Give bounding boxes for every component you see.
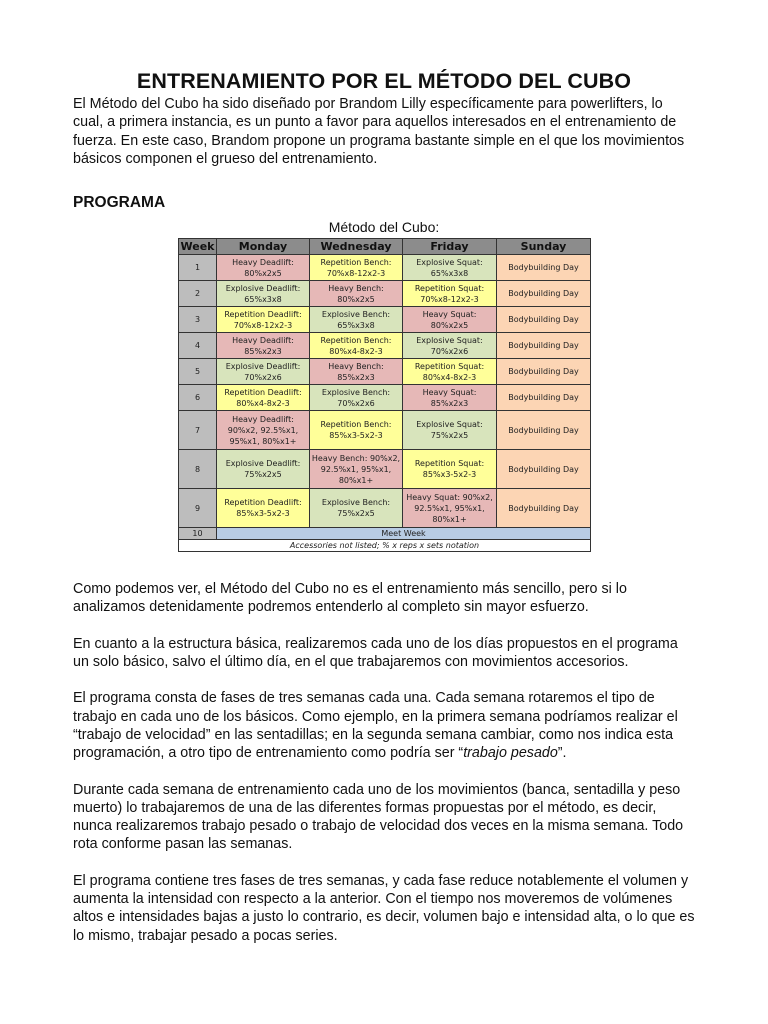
week-cell: 5 (179, 359, 217, 385)
emphasis-text: trabajo pesado (463, 745, 558, 762)
friday-cell: Repetition Squat: 80%x4-8x2-3 (403, 359, 497, 385)
monday-cell: Repetition Deadlift: 70%x8-12x2-3 (217, 307, 310, 333)
wednesday-cell: Repetition Bench: 85%x3-5x2-3 (310, 411, 403, 450)
friday-cell: Heavy Squat: 90%x2, 92.5%x1, 95%x1, 80%x1+ (403, 489, 497, 528)
document-page (73, 68, 695, 963)
paragraph: Durante cada semana de entrenamiento cada uno de los movimientos (banca, sentadilla y peso muerto) lo trabajaremos de una de las diferentes formas propuestas por el método, es decir, nunca realizaremos trabajo pesado o trabajo de velocidad dos veces en la misma semana. Todo rota conforme pasan las semanas. (73, 781, 684, 853)
monday-cell: Explosive Deadlift: 75%x2x5 (217, 450, 310, 489)
table-caption: Método del Cubo: (328, 219, 440, 236)
monday-cell: Heavy Deadlift: 80%x2x5 (217, 255, 310, 281)
table-header-row (179, 239, 591, 255)
header-wednesday: Wednesday (310, 239, 403, 255)
wednesday-cell: Explosive Bench: 70%x2x6 (310, 385, 403, 411)
friday-cell: Explosive Squat: 65%x3x8 (403, 255, 497, 281)
paragraph: El programa consta de fases de tres semanas cada una. Cada semana rotaremos el tipo de trabajo en cada uno de los básicos. Como ejemplo, en la primera semana podríamos realizar el “trabajo de velocidad” en las sentadillas; en la segunda semana cambiar, como nos indica esta programación, a otro tipo de entrenamiento como podría ser “trabajo pesado”. (73, 690, 678, 762)
wednesday-cell: Heavy Bench: 90%x2, 92.5%x1, 95%x1, 80%x1+ (310, 450, 403, 489)
wednesday-cell: Explosive Bench: 65%x3x8 (310, 307, 403, 333)
week-cell: 6 (179, 385, 217, 411)
table-row (179, 307, 591, 333)
header-friday: Friday (403, 239, 497, 255)
wednesday-cell: Repetition Bench: 80%x4-8x2-3 (310, 333, 403, 359)
table-row (179, 281, 591, 307)
cube-method-table-wrapper (178, 238, 590, 552)
meet-week-cell: Meet Week (217, 528, 591, 540)
footnote-row (179, 540, 591, 552)
table-row (179, 450, 591, 489)
sunday-cell: Bodybuilding Day (497, 255, 591, 281)
wednesday-cell: Heavy Bench: 85%x2x3 (310, 359, 403, 385)
wednesday-cell: Repetition Bench: 70%x8-12x2-3 (310, 255, 403, 281)
monday-cell: Repetition Deadlift: 80%x4-8x2-3 (217, 385, 310, 411)
page-title: ENTRENAMIENTO POR EL MÉTODO DEL CUBO (136, 69, 632, 93)
table-row (179, 489, 591, 528)
table-row (179, 255, 591, 281)
intro-paragraph: El Método del Cubo ha sido diseñado por Brandom Lilly específicamente para powerlifters, lo cual, a primera instancia, es un punto a favor para aquellos interesados en el entrenamiento de fuerza. En este caso, Brandom propone un programa bastante simple en el que los movimientos básicos componen el grueso del entrenamiento. (73, 96, 685, 167)
monday-cell: Heavy Deadlift: 90%x2, 92.5%x1, 95%x1, 80%x1+ (217, 411, 310, 450)
sunday-cell: Bodybuilding Day (497, 450, 591, 489)
friday-cell: Explosive Squat: 75%x2x5 (403, 411, 497, 450)
friday-cell: Explosive Squat: 70%x2x6 (403, 333, 497, 359)
week-cell: 7 (179, 411, 217, 450)
week-cell: 10 (179, 528, 217, 540)
monday-cell: Explosive Deadlift: 65%x3x8 (217, 281, 310, 307)
monday-cell: Explosive Deadlift: 70%x2x6 (217, 359, 310, 385)
wednesday-cell: Heavy Bench: 80%x2x5 (310, 281, 403, 307)
sunday-cell: Bodybuilding Day (497, 307, 591, 333)
header-week: Week (179, 239, 217, 255)
section-heading: PROGRAMA (73, 194, 166, 212)
header-sunday: Sunday (497, 239, 591, 255)
friday-cell: Heavy Squat: 80%x2x5 (403, 307, 497, 333)
sunday-cell: Bodybuilding Day (497, 359, 591, 385)
week-cell: 9 (179, 489, 217, 528)
cube-method-table (178, 238, 591, 552)
paragraph: El programa contiene tres fases de tres semanas, y cada fase reduce notablemente el volumen y aumenta la intensidad con respecto a la anterior. Con el tiempo nos moveremos de volúmenes altos e intensidades bajas a justo lo contrario, es decir, volumen bajo e intensidad alta, o lo que es lo mismo, trabajar pesado a pocas series. (73, 872, 695, 944)
body-text (73, 580, 695, 945)
paragraph: Como podemos ver, el Método del Cubo no es el entrenamiento más sencillo, pero si lo analizamos detenidamente podremos entenderlo al completo sin mayor esfuerzo. (73, 581, 627, 616)
friday-cell: Heavy Squat: 85%x2x3 (403, 385, 497, 411)
header-monday: Monday (217, 239, 310, 255)
sunday-cell: Bodybuilding Day (497, 489, 591, 528)
table-row (179, 411, 591, 450)
friday-cell: Repetition Squat: 85%x3-5x2-3 (403, 450, 497, 489)
table-footnote: Accessories not listed; % x reps x sets notation (179, 540, 591, 552)
meet-week-row (179, 528, 591, 540)
wednesday-cell: Explosive Bench: 75%x2x5 (310, 489, 403, 528)
table-row (179, 359, 591, 385)
week-cell: 4 (179, 333, 217, 359)
monday-cell: Heavy Deadlift: 85%x2x3 (217, 333, 310, 359)
monday-cell: Repetition Deadlift: 85%x3-5x2-3 (217, 489, 310, 528)
sunday-cell: Bodybuilding Day (497, 411, 591, 450)
sunday-cell: Bodybuilding Day (497, 333, 591, 359)
paragraph: En cuanto a la estructura básica, realizaremos cada uno de los días propuestos en el programa un solo básico, salvo el último día, en el que trabajaremos con movimientos accesorios. (73, 635, 678, 671)
sunday-cell: Bodybuilding Day (497, 281, 591, 307)
friday-cell: Repetition Squat: 70%x8-12x2-3 (403, 281, 497, 307)
week-cell: 1 (179, 255, 217, 281)
week-cell: 2 (179, 281, 217, 307)
table-row (179, 385, 591, 411)
week-cell: 8 (179, 450, 217, 489)
sunday-cell: Bodybuilding Day (497, 385, 591, 411)
table-row (179, 333, 591, 359)
week-cell: 3 (179, 307, 217, 333)
